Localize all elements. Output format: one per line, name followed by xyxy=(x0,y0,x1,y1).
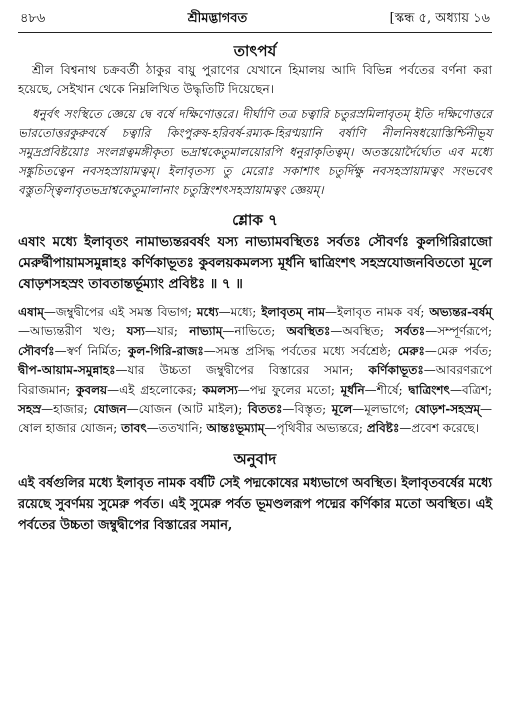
synonym-term: প্রবিষ্টঃ xyxy=(366,421,400,436)
synonym-meaning: প্রবেশ করেছে xyxy=(411,421,475,436)
synonym-entry: অবস্থিতঃ—অবস্থিত; xyxy=(286,324,396,339)
synonym-entry: তাবৎ—ততখানি; xyxy=(121,421,207,436)
synonym-entry: আন্তঃভূম্যাম্—পৃথিবীর অভ্যন্তরে; xyxy=(206,421,367,436)
synonym-term: দ্বীপ-আয়াম-সমুন্নাহঃ xyxy=(18,363,116,378)
translation-heading: অনুবাদ xyxy=(233,449,277,468)
synonym-entry: অভ্যন্তর-বর্ষম্—আভ্যন্তরীণ খণ্ড; xyxy=(18,305,493,339)
header-rule xyxy=(18,32,492,33)
synonym-term: কমলস্য xyxy=(202,382,238,397)
synonym-meaning: জম্বুদ্বীপের এই সমস্ত বিভাগ xyxy=(55,305,188,319)
synonym-entry: মূর্ধনি—শীর্ষে; xyxy=(340,382,409,397)
synonym-term: ষোড়শ-সহস্রম্ xyxy=(414,402,480,417)
synonym-term: অভ্যন্তর-বর্ষম্ xyxy=(429,305,493,319)
synonym-entry: মূলে—মূলভাগে; xyxy=(331,402,415,417)
synonym-term: কুবলয় xyxy=(76,382,108,397)
synonym-meaning: হাজার xyxy=(53,402,84,417)
synonym-meaning: ষোল হাজার যোজন xyxy=(18,421,114,436)
synonym-entry: কর্ণিকাভূতঃ—আবরণরূপে বিরাজমান; xyxy=(18,363,492,397)
synonym-entry: কুবলয়—এই গ্রহলোকের; xyxy=(76,382,203,397)
synonym-entry: দ্বাত্রিংশৎ—বত্রিশ; xyxy=(408,382,493,397)
section-reference: [স্কন্ধ ৫, অধ্যায় ১৬ xyxy=(389,11,490,26)
synonym-meaning: সমস্ত প্রসিদ্ধ পর্বতের মধ্যে সর্বশ্রেষ্ঠ xyxy=(215,343,388,358)
purport-quote: ধনুর্বৎ সংস্থিতে জ্ঞেয়ে দ্বে বর্ষে দক্ষিণোত্তরে। দীর্ঘাণি তত্র চত্বারি চতুরস্রমিলাবৃতম্ ইতি দক্ষিণোত্তরে ভারতোত্তরকুরুবর্ষে চত্বারি কিংপুরুষ-হরিবর্ষ-রম্যক-হিরণ্ময়ানি বর্ষাণি নীলনিষধয়োস্তির্শ্চিনীভূয সমুদ্রপ্রবিষ্টয়োঃ সংলগ্নত্বমঙ্গীকৃত্য ভদ্রাশ্বকেতুমালয়োরপি ধনুরাকৃতিত্বম্। অতস্তয়োর্দৈর্ঘ্যেত এব মধ্যে সঙ্কুচিতত্বেন নবসহস্রায়ামত্বম্। ইলাবৃতস্য তু মেরোঃ সকাশাৎ চতুর্দিক্ষু নবসহস্রায়ামত্বং সংভবেৎ বস্তুতস্ত্বিলাবৃতভদ্রাশ্বকেতুমালানাং চতুস্ত্রিংশৎসহস্রায়ামত্বং জ্ঞেয়ম্। xyxy=(18,107,492,197)
synonym-meaning: যার xyxy=(156,324,174,339)
synonym-meaning: ইলাবৃত নামক বর্ষ xyxy=(337,305,421,319)
synonym-meaning: পৃথিবীর অভ্যন্তরে xyxy=(276,421,359,436)
synonym-meaning: মূলভাগে xyxy=(364,402,405,417)
synonym-entry: কুল-গিরি-রাজঃ—সমস্ত প্রসিদ্ধ পর্বতের মধ্যে সর্বশ্রেষ্ঠ; xyxy=(127,343,398,358)
synonym-term: সহস্র xyxy=(18,402,42,417)
synonym-meaning: এই গ্রহলোকের xyxy=(119,382,193,397)
synonym-meaning: মধ্যে xyxy=(230,305,253,319)
synonym-term: তাবৎ xyxy=(121,421,147,436)
synonym-term: ইলাবৃতম্ নাম xyxy=(261,305,325,319)
synonym-entry: মধ্যে—মধ্যে; xyxy=(196,305,262,319)
synonym-meaning: অবস্থিত xyxy=(342,324,380,339)
synonym-meaning: নাভিতে xyxy=(234,324,272,339)
synonym-meaning: শীর্ষে xyxy=(376,382,399,397)
synonym-entry: ষোড়শ-সহস্রম্—ষোল হাজার যোজন; xyxy=(18,402,492,436)
synonym-term: অবস্থিতঃ xyxy=(286,324,331,339)
synonym-entry: সহস্র—হাজার; xyxy=(18,402,94,417)
synonym-meaning: বিস্তৃত xyxy=(294,402,323,417)
synonym-meaning: আভ্যন্তরীণ খণ্ড xyxy=(30,324,112,339)
synonym-term: কুল-গিরি-রাজঃ xyxy=(127,343,204,358)
synonym-entry: প্রবিষ্টঃ—প্রবেশ করেছে। xyxy=(366,421,479,436)
synonym-meaning: সম্পূর্ণরূপে xyxy=(437,324,488,339)
synonym-meaning: যোজন (আট মাইল) xyxy=(138,402,239,417)
book-page xyxy=(18,10,492,536)
synonym-term: মেরুঃ xyxy=(397,343,425,358)
verse-heading: শ্লোক ৭ xyxy=(232,211,278,229)
synonym-meaning: মেরু পর্বত xyxy=(436,343,488,358)
translation-text: এই বর্ষগুলির মধ্যে ইলাবৃত নামক বর্ষটি সেই পদ্মকোষের মধ্যভাগে অবস্থিত। ইলাবৃতবর্ষের মধ্যে রয়েছে সুবর্ণময় সুমেরু পর্বত। এই সুমেরু পর্বত ভূমণ্ডলরূপ পদ্মের কর্ণিকার মতো অবস্থিত। এই পর্বতের উচ্চতা জম্বুদ্বীপের বিস্তারের সমান, xyxy=(18,475,492,533)
synonym-entry: দ্বীপ-আয়াম-সমুন্নাহঃ—যার উচ্চতা জম্বুদ্বীপের বিস্তারের সমান; xyxy=(18,363,369,378)
synonym-meaning: আবরণরূপে বিরাজমান xyxy=(18,363,492,397)
synonym-term: সৌবর্ণঃ xyxy=(18,343,55,358)
synonym-term: মূলে xyxy=(331,402,353,417)
synonym-term: যোজন xyxy=(93,402,127,417)
page-number: ৪৮৬ xyxy=(20,11,46,26)
synonym-term: নাভ্যাম্ xyxy=(189,324,223,339)
synonym-entry: যোজন—যোজন (আট মাইল); xyxy=(93,402,248,417)
synonym-term: বিততঃ xyxy=(247,402,283,417)
page-header xyxy=(18,10,492,28)
synonym-entry: যস্য—যার; xyxy=(126,324,190,339)
synonym-meaning: যার উচ্চতা জম্বুদ্বীপের বিস্তারের সমান xyxy=(127,363,350,378)
purport-intro: শ্রীল বিশ্বনাথ চক্রবর্তী ঠাকুর বায়ু পুরাণের যেখানে হিমালয় আদি বিভিন্ন পর্বতের বর্ণনা করা হয়েছে, সেইখান থেকে নিম্নলিখিত উদ্ধৃতিটি দিয়েছেন। xyxy=(18,63,492,96)
synonym-meaning: ততখানি xyxy=(158,421,199,436)
synonym-entry: ইলাবৃতম্ নাম—ইলাবৃত নামক বর্ষ; xyxy=(261,305,430,319)
purport-heading: তাৎপর্য xyxy=(233,42,277,60)
synonym-entry: মেরুঃ—মেরু পর্বত; xyxy=(397,343,492,358)
synonym-term: কর্ণিকাভূতঃ xyxy=(368,363,424,378)
synonym-entry: এষাম্—জম্বুদ্বীপের এই সমস্ত বিভাগ; xyxy=(18,305,197,319)
synonym-entry: সৌবর্ণঃ—স্বর্ণ নির্মিত; xyxy=(18,343,128,358)
synonym-entry: নাভ্যাম্—নাভিতে; xyxy=(189,324,287,339)
synonym-entry: কমলস্য—পদ্ম ফুলের মতো; xyxy=(202,382,341,397)
synonym-meaning: পদ্ম ফুলের মতো xyxy=(249,382,331,397)
synonym-term: মধ্যে xyxy=(196,305,219,319)
synonym-meaning: স্বর্ণ নির্মিত xyxy=(66,343,118,358)
verse-text: এষাং মধ্যে ইলাবৃতং নামাভ্যন্তরবর্ষং যস্য নাভ্যামবস্থিতঃ সর্বতঃ সৌবর্ণঃ কুলগিরিরাজো মেরুর্দ্বীপায়ামসমুন্নাহঃ কর্ণিকাভূতঃ কুবলয়কমলস্য মূর্ধনি দ্বাত্রিংশৎ সহস্রযোজনবিততো মূলে ষোড়শসহস্রং তাবতান্তর্ভূম্যাং প্রবিষ্টঃ ॥ ৭ ॥ xyxy=(18,234,492,292)
synonym-meaning: বত্রিশ xyxy=(461,382,488,397)
synonym-entry: বিততঃ—বিস্তৃত; xyxy=(247,402,332,417)
synonym-entry: সর্বতঃ—সম্পূর্ণরূপে; xyxy=(395,324,493,339)
synonym-term: মূর্ধনি xyxy=(340,382,365,397)
book-title: শ্রীমদ্ভাগবত xyxy=(187,11,248,26)
synonym-term: সর্বতঃ xyxy=(395,324,426,339)
synonym-term: এষাম্ xyxy=(18,305,44,319)
synonyms-paragraph xyxy=(18,303,492,439)
synonym-term: দ্বাত্রিংশৎ xyxy=(408,382,450,397)
synonym-term: আন্তঃভূম্যাম্ xyxy=(206,421,265,436)
synonym-term: যস্য xyxy=(126,324,145,339)
